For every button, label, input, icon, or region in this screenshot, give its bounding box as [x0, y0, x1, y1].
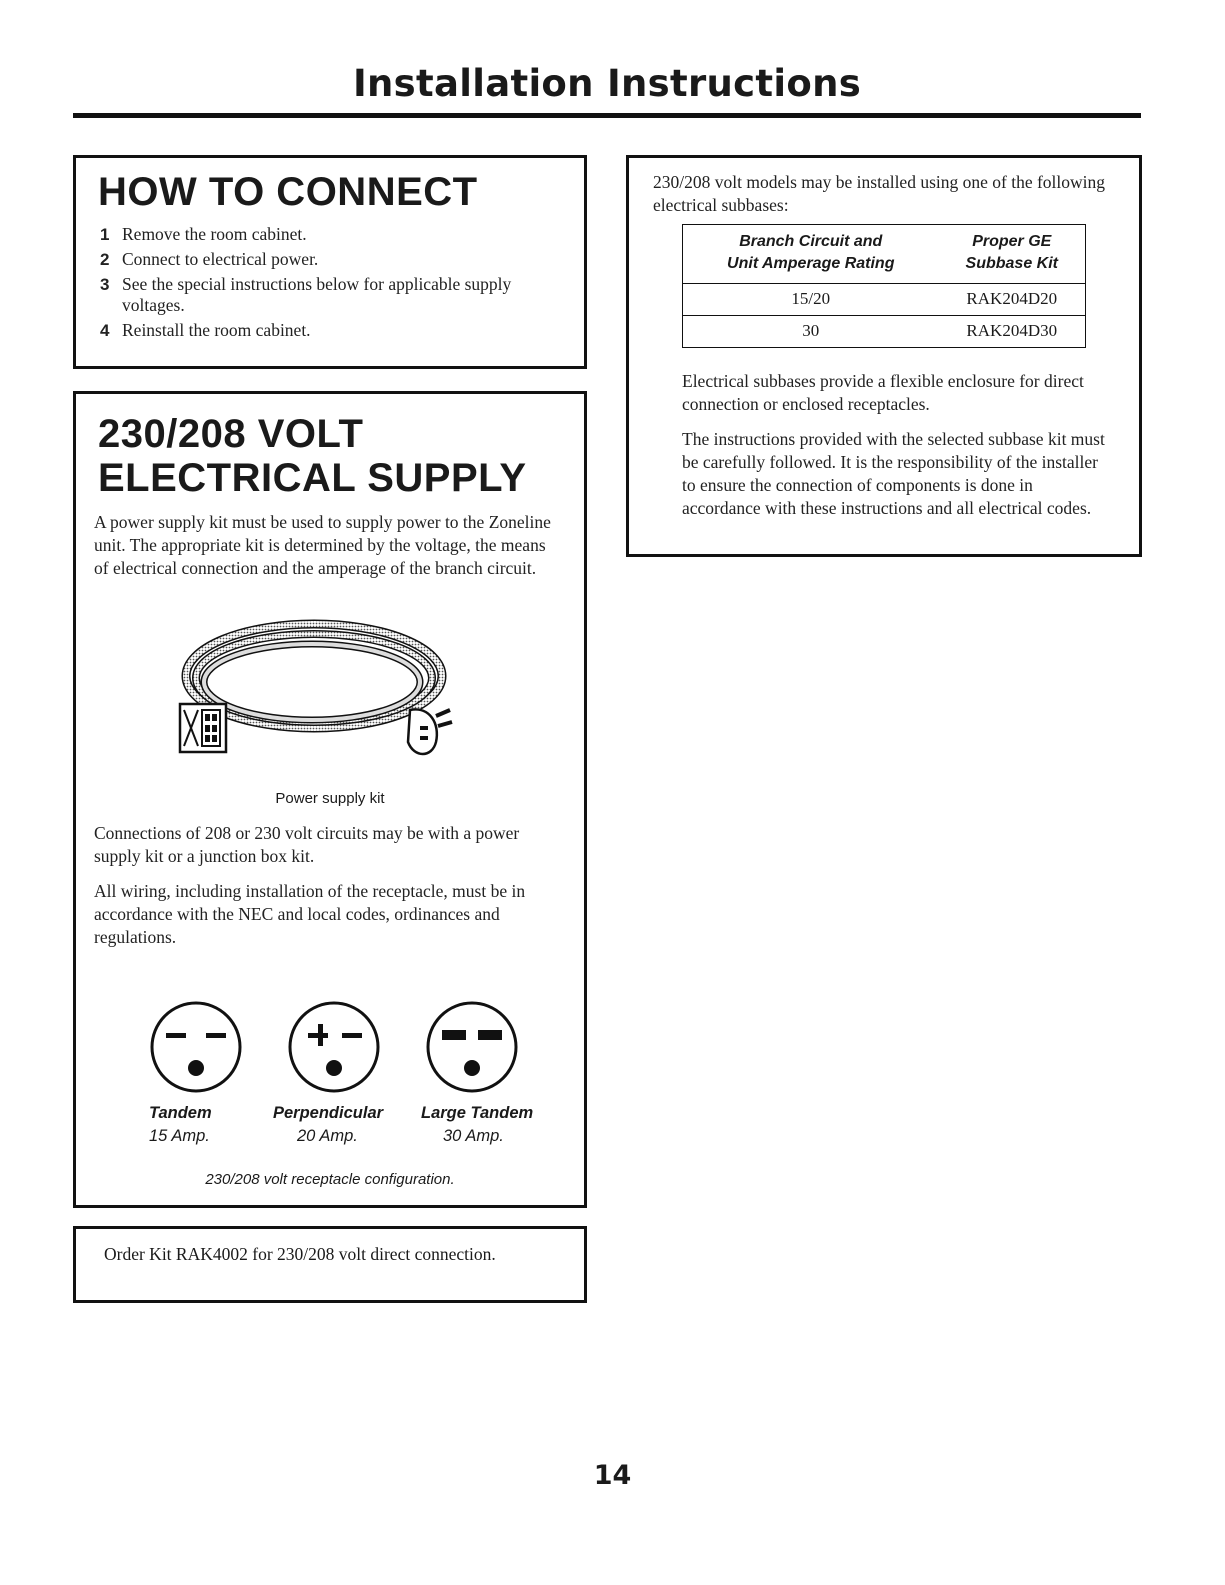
- subbase-intro-text: 230/208 volt models may be installed using one of the following electrical subbases:: [653, 172, 1106, 215]
- subbase-description-text: Electrical subbases provide a flexible enclosure for direct connection or enclosed receptacles.: [682, 371, 1084, 414]
- how-to-connect-section: [73, 155, 587, 369]
- receptacle-amp: 20 Amp.: [297, 1127, 358, 1145]
- tandem-label: [149, 1102, 289, 1148]
- page-number: 14: [593, 1460, 632, 1491]
- wiring-text: All wiring, including installation of the receptacle, must be in accordance with the NEC and local codes, ordinances and regulations.: [94, 881, 526, 947]
- volt-supply-section: [73, 391, 587, 1208]
- receptacle-amp: 30 Amp.: [443, 1127, 504, 1145]
- tandem-receptacle-icon: [148, 999, 244, 1095]
- large-tandem-receptacle-icon: [424, 999, 520, 1095]
- volt-title-line2: ELECTRICAL SUPPLY: [98, 456, 527, 500]
- power-supply-kit-illustration: [174, 616, 454, 766]
- step-text: See the special instructions below for applicable supply voltages.: [122, 274, 512, 315]
- receptacle-name: Large Tandem: [421, 1104, 534, 1122]
- table-header-row: [683, 225, 1086, 284]
- page-header: [73, 62, 1141, 105]
- step-item: [98, 274, 568, 316]
- header-text: Unit Amperage Rating: [727, 255, 895, 272]
- header-text: Proper GE: [972, 233, 1052, 250]
- kit-cell: RAK204D30: [939, 316, 1086, 348]
- step-text: Remove the room cabinet.: [122, 224, 307, 244]
- volt-title-line1: 230/208 VOLT: [98, 412, 364, 456]
- order-kit-note: [73, 1226, 587, 1303]
- column-header-kit: [939, 225, 1086, 284]
- subbase-section: [626, 155, 1142, 557]
- how-to-connect-title: HOW TO CONNECT: [98, 170, 478, 214]
- step-text: Reinstall the room cabinet.: [122, 320, 311, 340]
- subbase-kit-table: [682, 224, 1086, 348]
- perpendicular-label: [273, 1102, 413, 1148]
- large-tandem-label: [421, 1102, 561, 1148]
- connector-block: [180, 704, 226, 752]
- step-text: Connect to electrical power.: [122, 249, 319, 269]
- rating-cell: 30: [683, 316, 939, 348]
- header-text: Subbase Kit: [965, 255, 1058, 272]
- subbase-instructions-text: The instructions provided with the selected subbase kit must be carefully followed. It is the responsibility of the installer to ensure the connection of components is done in accordance with these instructions and all electrical codes.: [682, 429, 1105, 518]
- volt-supply-title: [98, 412, 527, 500]
- plug-head: [408, 709, 452, 754]
- header-divider: [73, 113, 1141, 118]
- power-cord-icon: [174, 616, 454, 766]
- step-item: [98, 224, 568, 245]
- figure-caption: Power supply kit: [275, 790, 385, 807]
- step-number: 2: [100, 250, 110, 269]
- page-title: Installation Instructions: [352, 62, 862, 105]
- step-item: [98, 249, 568, 270]
- receptacle-amp: 15 Amp.: [149, 1127, 210, 1145]
- table-row: [683, 284, 1086, 316]
- perpendicular-receptacle-icon: [286, 999, 382, 1095]
- rating-cell: 15/20: [683, 284, 939, 316]
- receptacle-name: Perpendicular: [273, 1104, 384, 1122]
- connections-text: Connections of 208 or 230 volt circuits may be with a power supply kit or a junction box kit.: [94, 823, 520, 866]
- step-number: 3: [100, 275, 110, 294]
- receptacle-caption: 230/208 volt receptacle configuration.: [205, 1171, 455, 1188]
- table-row: [683, 316, 1086, 348]
- receptacle-diagrams: [131, 999, 551, 1145]
- order-kit-text: Order Kit RAK4002 for 230/208 volt direct connection.: [104, 1244, 496, 1264]
- volt-intro-text: A power supply kit must be used to supply power to the Zoneline unit. The appropriate kit is determined by the voltage, the means of electrical connection and the amperage of the branch circuit.: [94, 512, 551, 578]
- step-item: [98, 320, 568, 341]
- step-number: 4: [100, 321, 110, 340]
- kit-cell: RAK204D20: [939, 284, 1086, 316]
- step-number: 1: [100, 225, 110, 244]
- receptacle-name: Tandem: [149, 1104, 212, 1122]
- column-header-rating: [683, 225, 939, 284]
- connect-steps-list: [98, 224, 568, 345]
- header-text: Branch Circuit and: [739, 233, 883, 250]
